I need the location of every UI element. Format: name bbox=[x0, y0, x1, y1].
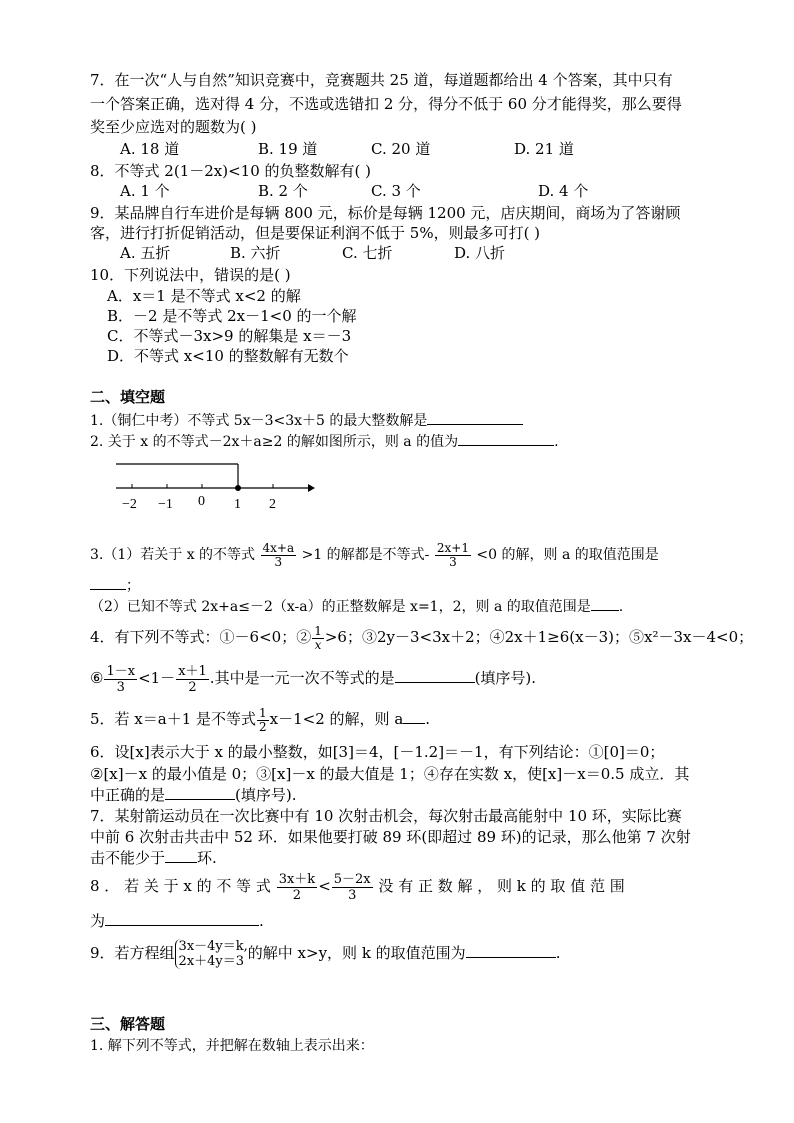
fill-q9 bbox=[90, 934, 560, 972]
tick-label: 1 bbox=[234, 497, 241, 512]
q10-option-c: C．不等式－3x>9 的解集是 x＝－3 bbox=[107, 327, 352, 345]
fill-q8 bbox=[90, 866, 625, 906]
tick-label: 0 bbox=[198, 494, 205, 509]
fill-q4b-pre: ⑥ bbox=[90, 669, 104, 687]
q9-option-b: B. 六折 bbox=[230, 244, 281, 262]
q7-line1: 7．在一次“人与自然”知识竞赛中，竞赛题共 25 道，每道题都给出 4 个答案，其中只有 bbox=[90, 71, 673, 89]
denominator: 3 bbox=[274, 554, 283, 569]
fill-q4b-mid: <1－ bbox=[138, 669, 176, 687]
tick-label: 2 bbox=[269, 497, 276, 512]
denominator: 3 bbox=[116, 679, 125, 695]
fill-q3b bbox=[90, 596, 623, 617]
q8-option-a: A. 1 个 bbox=[120, 182, 170, 200]
fill-q7-line1: 7．某射箭运动员在一次比赛中有 10 次射击机会，每次射击最高能射中 10 环，实际比赛 bbox=[90, 807, 682, 825]
answer-blank bbox=[165, 785, 235, 800]
q10-stem: 10．下列说法中，错误的是( ) bbox=[90, 266, 291, 284]
answer-blank bbox=[458, 431, 554, 446]
q7-option-c: C. 20 道 bbox=[371, 140, 431, 158]
q10-option-b: B．－2 是不等式 2x－1<0 的一个解 bbox=[107, 307, 357, 325]
fill-q8-pre: 8 ． 若 关 于 x 的 不 等 式 bbox=[90, 877, 271, 895]
numerator: x＋1 bbox=[178, 663, 207, 679]
fraction bbox=[176, 664, 209, 695]
answer-blank bbox=[403, 709, 425, 724]
q7-option-a: A. 18 道 bbox=[120, 140, 180, 158]
fill-q3a-pre: 3.（1）若关于 x 的不等式 bbox=[90, 547, 256, 563]
numerator: 3x＋k bbox=[278, 871, 316, 887]
numerator: 1－x bbox=[106, 663, 136, 679]
section-fill-blank-title: 二、填空题 bbox=[90, 388, 166, 406]
fill-q8-lt: < bbox=[318, 877, 331, 895]
tick-label: −1 bbox=[158, 497, 173, 512]
numerator: 1 bbox=[259, 705, 267, 720]
solve-q1: 1. 解下列不等式，并把解在数轴上表示出来： bbox=[90, 1038, 374, 1054]
fill-q3a-mid: >1 的解都是不等式- bbox=[301, 547, 430, 563]
denominator: 3 bbox=[348, 887, 357, 903]
fraction bbox=[261, 542, 297, 569]
fill-q7-line2: 中前 6 次射击共击中 52 环．如果他要打破 89 环(即超过 89 环)的记录，那么他第 7 次射 bbox=[90, 828, 691, 846]
fill-q3a-cont bbox=[90, 575, 140, 596]
q8-stem: 8．不等式 2(1－2x)<10 的负整数解有( ) bbox=[90, 162, 372, 180]
q9-option-a: A. 五折 bbox=[120, 244, 171, 262]
q9-line2: 客，进行打折促销活动，但是要保证利润不低于 5%，则最多可打( ) bbox=[90, 224, 541, 242]
fill-q3b-text: （2）已知不等式 2x+a≤－2（x-a）的正整数解是 x=1，2，则 a 的取值范围是 bbox=[90, 599, 591, 615]
q10-option-d: D．不等式 x<10 的整数解有无数个 bbox=[107, 347, 349, 365]
tick-label: −2 bbox=[122, 497, 137, 512]
fill-q4b-post: .其中是一元一次不等式的是 bbox=[209, 669, 395, 687]
fill-q2 bbox=[90, 431, 559, 452]
q9-option-d: D. 八折 bbox=[454, 244, 506, 262]
fill-q4-mid: >6；③2y－3<3x＋2；④2x＋1≥6(x－3)；⑤x²－3x－4<0； bbox=[324, 628, 754, 646]
numerator: 5－2x bbox=[333, 871, 371, 887]
fill-q3a-post: <0 的解，则 a 的取值范围是 bbox=[476, 547, 659, 563]
answer-blank bbox=[90, 575, 126, 590]
number-line-figure bbox=[110, 456, 315, 516]
fill-q3b-end: . bbox=[618, 599, 624, 615]
fill-q1 bbox=[90, 410, 523, 431]
fraction bbox=[104, 664, 137, 695]
number-line-arrow bbox=[308, 484, 315, 492]
fill-q5 bbox=[90, 702, 430, 736]
fill-q5-pre: 5．若 x＝a＋1 是不等式 bbox=[90, 710, 257, 728]
fraction bbox=[312, 625, 324, 652]
fill-q9-pre: 9．若方程组 bbox=[90, 944, 175, 962]
fill-q3a bbox=[90, 540, 659, 570]
fill-q8-line2 bbox=[90, 911, 264, 931]
denominator: 2 bbox=[292, 887, 302, 903]
fill-q4-line2 bbox=[90, 660, 536, 696]
fill-q9-post: 的解中 x>y，则 k 的取值范围为 bbox=[247, 944, 466, 962]
answer-blank bbox=[105, 911, 259, 926]
fill-q6-line2: ②[x]－x 的最小值是 0；③[x]－x 的最大值是 1；④存在实数 x，使[x]－x＝0.5 成立．其 bbox=[90, 765, 690, 783]
q9-line1: 9．某品牌自行车进价是每辆 800 元，标价是每辆 1200 元，店庆期间，商场为了答谢顾 bbox=[90, 204, 681, 222]
answer-blank bbox=[591, 596, 619, 611]
fill-q7-line3 bbox=[90, 848, 217, 868]
fill-q5-post: x－1<2 的解，则 a bbox=[269, 710, 404, 728]
fill-q6-line1: 6．设[x]表示大于 x 的最小整数，如[3]＝4，[－1.2]＝－1，有下列结论：①[0]＝0； bbox=[90, 743, 665, 761]
fill-q4 bbox=[90, 620, 753, 654]
q7-line2: 一个答案正确，选对得 4 分，不选或选错扣 2 分，得分不低于 60 分才能得奖，那么要得 bbox=[90, 95, 682, 113]
q7-option-b: B. 19 道 bbox=[258, 140, 318, 158]
answer-blank bbox=[427, 410, 523, 425]
fill-q4-pre: 4．有下列不等式：①－6<0；② bbox=[90, 628, 312, 646]
numerator: 2x+1 bbox=[436, 540, 469, 555]
fill-q4b-end: (填序号). bbox=[474, 669, 537, 687]
numerator: 4x+a bbox=[262, 540, 295, 555]
fill-q2-end: . bbox=[554, 434, 559, 450]
fill-q2-text: 2. 关于 x 的不等式－2x＋a≥2 的解如图所示，则 a 的值为 bbox=[90, 434, 459, 450]
fill-q6-pre: 中正确的是 bbox=[90, 786, 166, 804]
equation-system bbox=[175, 939, 248, 969]
fill-q8-l2-end: . bbox=[259, 912, 264, 930]
q8-option-b: B. 2 个 bbox=[258, 182, 308, 200]
denominator: x bbox=[314, 637, 322, 652]
fill-q8-post: 没 有 正 数 解 ， 则 k 的 取 值 范 围 bbox=[378, 877, 625, 895]
fill-q6-line3 bbox=[90, 785, 297, 805]
denominator: 2 bbox=[259, 719, 267, 734]
fraction bbox=[277, 872, 317, 903]
q7-line3: 奖至少应选对的题数为( ) bbox=[90, 118, 257, 136]
fill-q5-end: . bbox=[425, 710, 431, 728]
q8-option-c: C. 3 个 bbox=[371, 182, 421, 200]
fill-q7-pre: 击不能少于 bbox=[90, 849, 166, 867]
fill-q8-l2-pre: 为 bbox=[90, 912, 106, 930]
fill-q3a-end: ； bbox=[126, 578, 140, 594]
q9-option-c: C. 七折 bbox=[342, 244, 393, 262]
denominator: 3 bbox=[449, 554, 457, 569]
numerator: 1 bbox=[314, 623, 322, 638]
answer-blank bbox=[466, 943, 556, 958]
fill-q9-end: . bbox=[555, 944, 561, 962]
equation-2: 2x＋4y＝3 bbox=[178, 954, 245, 969]
fill-q7-end: 环. bbox=[197, 849, 217, 867]
fraction bbox=[332, 872, 373, 903]
fraction bbox=[257, 707, 269, 734]
solid-dot bbox=[235, 485, 241, 491]
fill-q6-end: (填序号). bbox=[235, 786, 297, 804]
denominator: 2 bbox=[188, 679, 197, 695]
answer-blank bbox=[395, 668, 475, 683]
section-solve-title: 三、解答题 bbox=[90, 1015, 166, 1033]
fill-q1-text: 1.（铜仁中考）不等式 5x－3<3x＋5 的最大整数解是 bbox=[90, 413, 428, 429]
answer-blank bbox=[165, 848, 197, 863]
q10-option-a: A．x＝1 是不等式 x<2 的解 bbox=[107, 287, 301, 305]
q7-option-d: D. 21 道 bbox=[514, 140, 574, 158]
equation-1: 3x－4y＝k, bbox=[178, 939, 248, 954]
q8-option-d: D. 4 个 bbox=[538, 182, 589, 200]
fraction bbox=[435, 542, 471, 569]
